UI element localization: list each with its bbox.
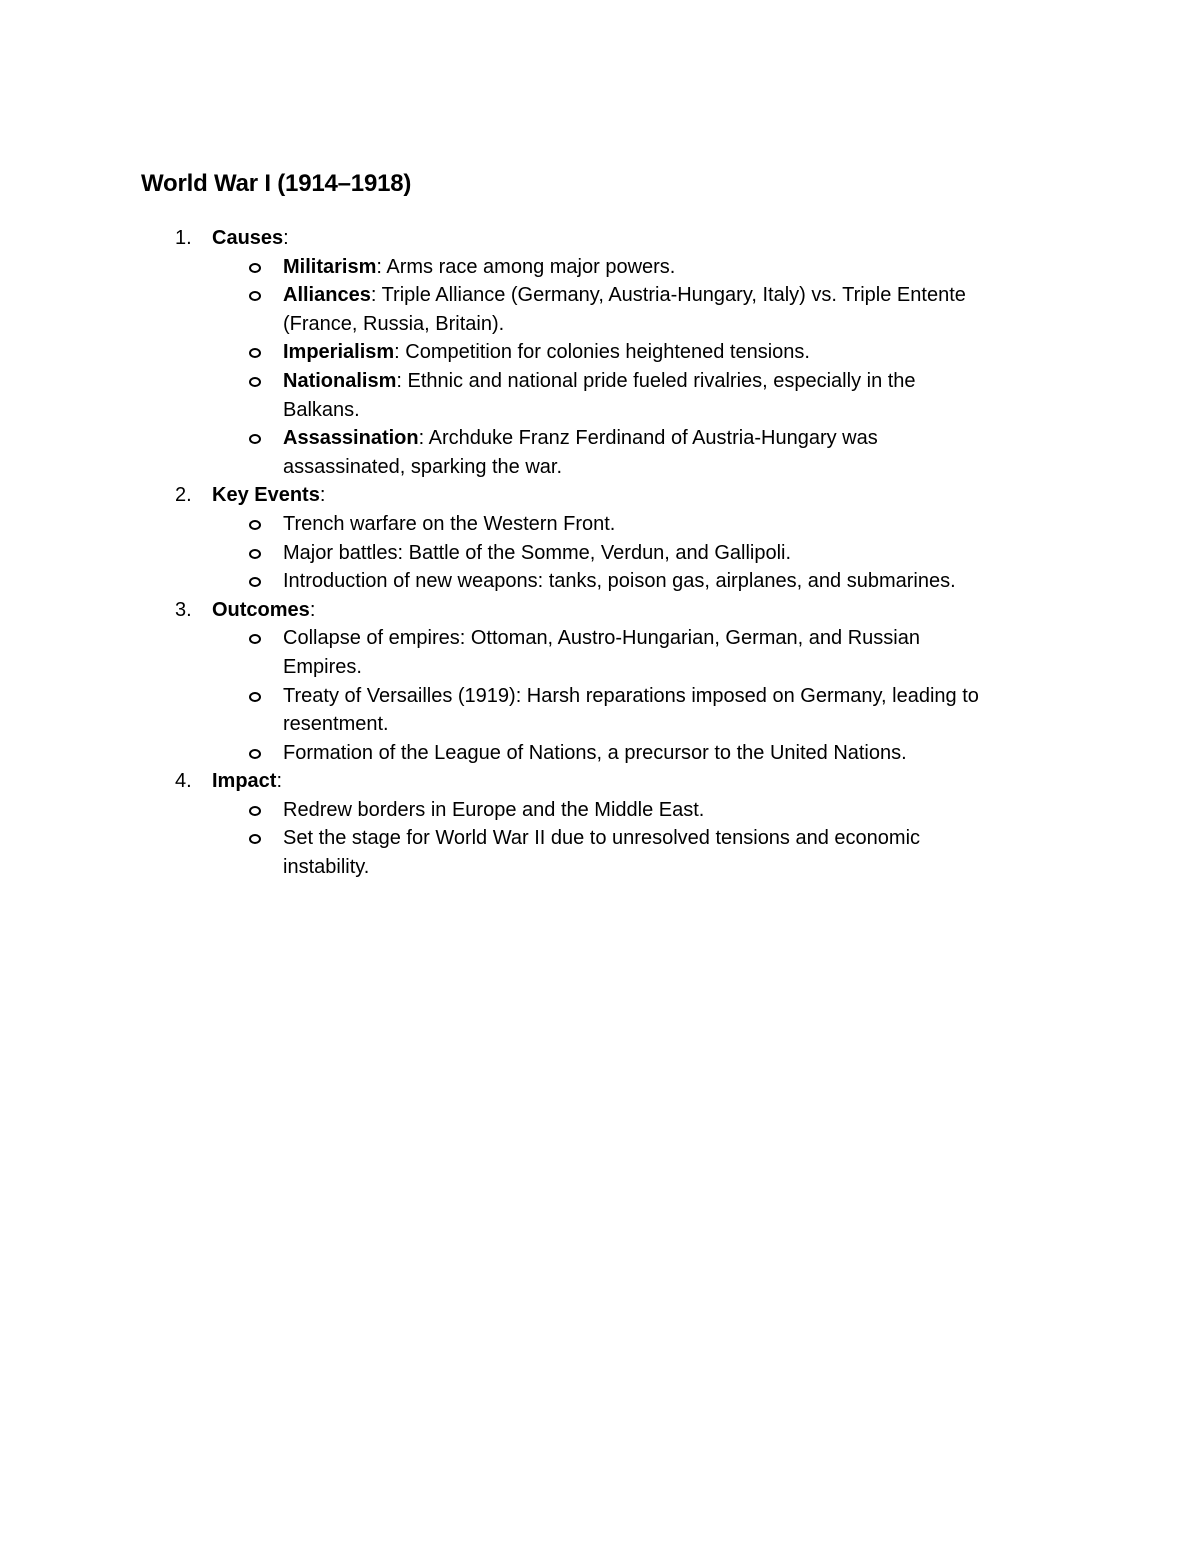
list-item [212, 624, 983, 681]
list-item [212, 338, 983, 367]
item-text: Redrew borders in Europe and the Middle East. [283, 798, 705, 821]
item-text: Major battles: Battle of the Somme, Verdun, and Gallipoli. [283, 541, 792, 564]
item-term: Assassination [283, 427, 419, 450]
hollow-circle-bullet-icon [249, 749, 261, 759]
section-heading [212, 224, 1101, 253]
hollow-circle-bullet-icon [249, 634, 261, 644]
section-key-events [141, 481, 1101, 595]
bullet-list [212, 253, 1101, 482]
list-item [212, 567, 1063, 596]
page-title: World War I (1914–1918) [141, 170, 412, 197]
item-term: Militarism [283, 255, 377, 278]
item-term: Nationalism [283, 369, 397, 392]
section-heading-label: Key Events [212, 484, 320, 507]
item-text: : Ethnic and national pride fueled rivalries, especially in the Balkans. [283, 369, 916, 421]
item-text: : Archduke Franz Ferdinand of Austria-Hungary was assassinated, sparking the war. [283, 427, 878, 478]
section-heading-label: Causes [212, 227, 284, 249]
section-number: 4. [175, 770, 192, 793]
list-item [212, 739, 1063, 768]
section-number: 3. [175, 598, 192, 621]
section-number: 1. [175, 227, 192, 249]
section-number: 2. [175, 484, 192, 507]
item-text: Trench warfare on the Western Front. [283, 512, 616, 535]
list-item [212, 367, 983, 424]
bullet-list [212, 510, 1101, 596]
list-item [212, 796, 983, 825]
section-heading [212, 767, 1101, 796]
item-text: : Competition for colonies heightened tensions. [394, 341, 810, 364]
list-item [212, 510, 983, 539]
section-impact [141, 767, 1101, 881]
item-text: : Triple Alliance (Germany, Austria-Hungary, Italy) vs. Triple Entente (France, Russia, Britain). [283, 284, 966, 335]
list-item [212, 253, 983, 282]
hollow-circle-bullet-icon [249, 263, 261, 273]
list-item [212, 824, 983, 881]
section-causes [141, 224, 1101, 481]
item-term: Alliances [283, 284, 371, 307]
list-item [212, 424, 983, 481]
bullet-list [212, 624, 1101, 767]
hollow-circle-bullet-icon [249, 377, 261, 387]
section-heading-colon: : [309, 598, 316, 621]
section-heading [212, 596, 1101, 625]
hollow-circle-bullet-icon [249, 291, 261, 301]
section-heading-label: Impact [212, 770, 277, 793]
outline-list [141, 224, 1101, 882]
hollow-circle-bullet-icon [249, 348, 261, 358]
list-item [212, 539, 983, 568]
hollow-circle-bullet-icon [249, 520, 261, 530]
bullet-list [212, 796, 1101, 882]
list-item [212, 281, 983, 338]
item-term: Imperialism [283, 341, 395, 364]
hollow-circle-bullet-icon [249, 806, 261, 816]
list-item [212, 682, 983, 739]
item-text: Treaty of Versailles (1919): Harsh reparations imposed on Germany, leading to resentment. [283, 684, 979, 736]
hollow-circle-bullet-icon [249, 692, 261, 702]
section-heading-colon: : [276, 770, 283, 793]
item-text: Introduction of new weapons: tanks, poison gas, airplanes, and submarines. [283, 570, 956, 593]
item-text: Set the stage for World War II due to unresolved tensions and economic instability. [283, 827, 921, 879]
hollow-circle-bullet-icon [249, 434, 261, 444]
section-heading-colon: : [283, 227, 289, 249]
section-heading-label: Outcomes [212, 598, 310, 621]
item-text: Collapse of empires: Ottoman, Austro-Hungarian, German, and Russian Empires. [283, 627, 920, 678]
hollow-circle-bullet-icon [249, 577, 261, 587]
section-heading [212, 481, 1101, 510]
hollow-circle-bullet-icon [249, 834, 261, 844]
section-heading-colon: : [319, 484, 326, 507]
item-text: : Arms race among major powers. [376, 255, 676, 278]
item-text: Formation of the League of Nations, a precursor to the United Nations. [283, 741, 907, 764]
hollow-circle-bullet-icon [249, 549, 261, 559]
section-outcomes [141, 596, 1101, 768]
